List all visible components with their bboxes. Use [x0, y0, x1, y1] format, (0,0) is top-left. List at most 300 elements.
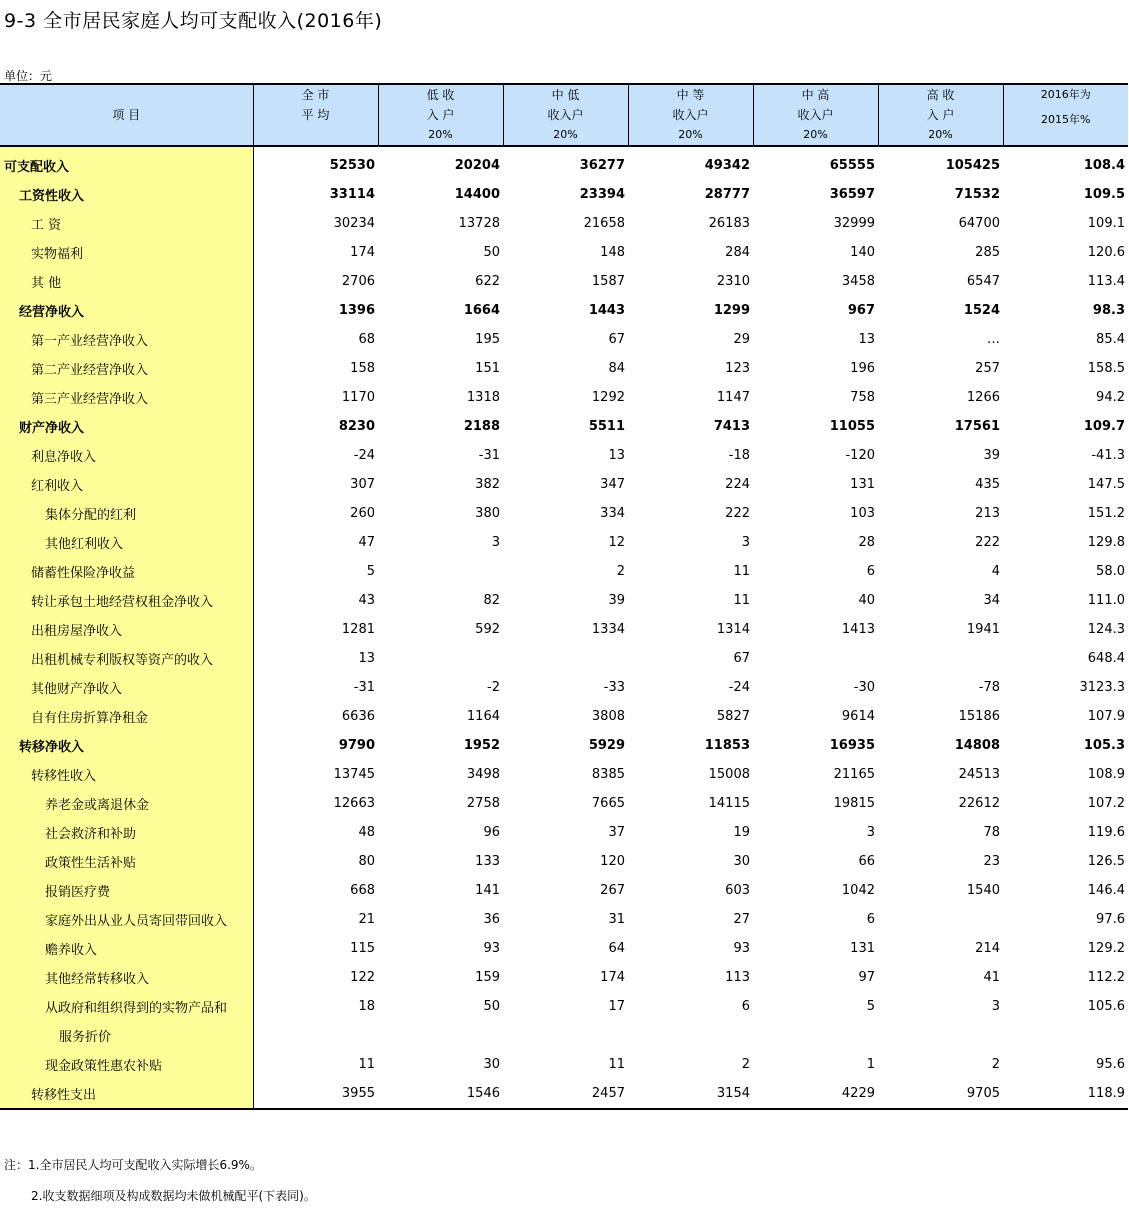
- row-value: 17561: [954, 419, 1000, 434]
- row-label: 经营净收入: [0, 296, 253, 325]
- row-value: 1042: [841, 883, 875, 898]
- row-value: 11853: [704, 738, 750, 753]
- row-value: 96: [483, 825, 500, 840]
- row-value: 7413: [713, 419, 750, 434]
- row-value: 2758: [466, 796, 500, 811]
- table-row: [0, 383, 1128, 412]
- row-value: 158.5: [1087, 361, 1125, 376]
- row-value: 267: [600, 883, 625, 898]
- row-value: 67: [608, 332, 625, 347]
- row-value: 174: [600, 970, 625, 985]
- row-value: 1170: [341, 390, 375, 405]
- row-value: 5: [866, 999, 875, 1014]
- row-value: 58.0: [1096, 564, 1125, 579]
- row-value: 71532: [954, 187, 1000, 202]
- row-value: 14115: [708, 796, 750, 811]
- row-value: 7665: [591, 796, 625, 811]
- row-value: 120: [600, 854, 625, 869]
- header-col-high-income: 高 收 入 户 20%: [878, 84, 1003, 146]
- row-value: 29: [733, 332, 750, 347]
- row-value: 30: [483, 1057, 500, 1072]
- row-label: 其 他: [0, 267, 253, 296]
- row-value: 50: [483, 999, 500, 1014]
- table-row: [0, 876, 1128, 905]
- row-label: 自有住房折算净租金: [0, 702, 253, 731]
- row-value: 15008: [708, 767, 750, 782]
- row-value: -24: [353, 448, 375, 463]
- row-value: 112.2: [1087, 970, 1125, 985]
- row-value: 19: [733, 825, 750, 840]
- row-value: 9705: [878, 1079, 1003, 1109]
- table-row: [0, 528, 1128, 557]
- row-label: 从政府和组织得到的实物产品和: [0, 992, 253, 1021]
- row-label: 服务折价: [0, 1021, 253, 1050]
- row-value: 43: [358, 593, 375, 608]
- row-value: 66: [858, 854, 875, 869]
- row-value: 95.6: [1096, 1057, 1125, 1072]
- row-value: 758: [850, 390, 875, 405]
- row-value: 2: [616, 564, 625, 579]
- row-label: 赡养收入: [0, 934, 253, 963]
- row-value: [253, 1021, 378, 1050]
- row-value: [378, 644, 503, 673]
- row-value: 108.9: [1087, 767, 1125, 782]
- row-value: 126.5: [1087, 854, 1125, 869]
- row-value: 113.4: [1087, 274, 1125, 289]
- row-value: 14808: [954, 738, 1000, 753]
- header-row: [0, 84, 1128, 146]
- row-value: 47: [358, 535, 375, 550]
- row-value: 13: [358, 651, 375, 666]
- row-value: 257: [975, 361, 1000, 376]
- row-value: 148: [600, 245, 625, 260]
- row-value: 32999: [833, 216, 875, 231]
- table-body: [0, 146, 1128, 1109]
- row-value: 93: [733, 941, 750, 956]
- row-value: -41.3: [1091, 448, 1125, 463]
- row-value: 30: [733, 854, 750, 869]
- row-value: 196: [850, 361, 875, 376]
- row-value: [878, 1021, 1003, 1050]
- row-value: 33114: [329, 187, 375, 202]
- row-value: 214: [975, 941, 1000, 956]
- row-value: 14400: [454, 187, 500, 202]
- row-value: [878, 644, 1003, 673]
- row-value: 108.4: [1083, 158, 1125, 173]
- row-value: 603: [725, 883, 750, 898]
- row-value: 52530: [329, 158, 375, 173]
- row-value: [378, 1021, 503, 1050]
- row-label: 第二产业经营净收入: [0, 354, 253, 383]
- row-value: 4: [991, 564, 1000, 579]
- row-value: 151: [475, 361, 500, 376]
- row-value: [503, 1021, 628, 1050]
- row-value: 174: [350, 245, 375, 260]
- row-label: 现金政策性惠农补贴: [0, 1050, 253, 1079]
- row-value: 6636: [341, 709, 375, 724]
- row-value: 13: [858, 332, 875, 347]
- row-label: 第一产业经营净收入: [0, 325, 253, 354]
- footnote-1: 注：1.全市居民人均可支配收入实际增长6.9%。: [4, 1158, 262, 1172]
- row-value: 120.6: [1087, 245, 1125, 260]
- row-value: 97.6: [1096, 912, 1125, 927]
- row-value: 1147: [716, 390, 750, 405]
- row-value: 37: [608, 825, 625, 840]
- row-label: 养老金或离退休金: [0, 789, 253, 818]
- row-value: 67: [733, 651, 750, 666]
- table-row: [0, 557, 1128, 586]
- row-value: 1318: [466, 390, 500, 405]
- table-row: [0, 789, 1128, 818]
- row-value: 11: [608, 1057, 625, 1072]
- row-value: 6: [741, 999, 750, 1014]
- row-value: 17: [608, 999, 625, 1014]
- row-value: -18: [728, 448, 750, 463]
- row-value: 9790: [338, 738, 375, 753]
- row-value: 195: [475, 332, 500, 347]
- table-row: [0, 615, 1128, 644]
- row-value: 1281: [341, 622, 375, 637]
- row-value: 284: [725, 245, 750, 260]
- income-table: [0, 83, 1128, 1110]
- row-value: 48: [358, 825, 375, 840]
- row-value: 1941: [966, 622, 1000, 637]
- row-value: 50: [483, 245, 500, 260]
- row-label: 财产净收入: [0, 412, 253, 441]
- row-value: 68: [358, 332, 375, 347]
- row-value: …: [987, 332, 1000, 347]
- row-value: 122: [350, 970, 375, 985]
- row-value: 105.3: [1083, 738, 1125, 753]
- row-value: 109.5: [1083, 187, 1125, 202]
- row-value: 159: [475, 970, 500, 985]
- row-value: 622: [475, 274, 500, 289]
- row-value: 1952: [463, 738, 500, 753]
- row-value: 64700: [958, 216, 1000, 231]
- row-label: 出租房屋净收入: [0, 615, 253, 644]
- row-value: 131: [850, 477, 875, 492]
- row-value: 9614: [841, 709, 875, 724]
- table-row: [0, 1079, 1128, 1109]
- row-value: 103: [850, 506, 875, 521]
- table-row: [0, 934, 1128, 963]
- row-value: 105425: [945, 158, 1000, 173]
- row-value: 6547: [966, 274, 1000, 289]
- row-value: 1396: [338, 303, 375, 318]
- row-value: 140: [850, 245, 875, 260]
- row-value: 3: [491, 535, 500, 550]
- table-row: [0, 441, 1128, 470]
- row-value: 146.4: [1087, 883, 1125, 898]
- row-value: 592: [475, 622, 500, 637]
- row-value: 3808: [591, 709, 625, 724]
- row-value: 11: [733, 593, 750, 608]
- row-value: 8385: [591, 767, 625, 782]
- row-value: 13745: [333, 767, 375, 782]
- table-row: [0, 296, 1128, 325]
- row-value: 109.7: [1083, 419, 1125, 434]
- row-value: 36: [483, 912, 500, 927]
- row-label: 出租机械专利版权等资产的收入: [0, 644, 253, 673]
- row-value: -31: [478, 448, 500, 463]
- row-value: 36597: [829, 187, 875, 202]
- row-value: 12: [608, 535, 625, 550]
- row-value: 1413: [841, 622, 875, 637]
- row-value: 347: [600, 477, 625, 492]
- table-row: [0, 644, 1128, 673]
- row-label: 转让承包土地经营权租金净收入: [0, 586, 253, 615]
- row-value: -78: [978, 680, 1000, 695]
- row-value: 27: [733, 912, 750, 927]
- row-value: 15186: [958, 709, 1000, 724]
- row-value: 2706: [341, 274, 375, 289]
- row-value: 224: [725, 477, 750, 492]
- row-value: 22612: [958, 796, 1000, 811]
- row-value: 107.2: [1087, 796, 1125, 811]
- row-value: 967: [847, 303, 875, 318]
- table-row: [0, 325, 1128, 354]
- row-value: 435: [975, 477, 1000, 492]
- row-value: 1664: [463, 303, 500, 318]
- row-value: 1: [866, 1057, 875, 1072]
- row-value: 12663: [333, 796, 375, 811]
- header-col-low-income: 低 收 入 户 20%: [378, 84, 503, 146]
- row-value: 3955: [253, 1079, 378, 1109]
- row-value: 18: [358, 999, 375, 1014]
- row-value: 1540: [966, 883, 1000, 898]
- row-value: 1334: [591, 622, 625, 637]
- row-value: 2457: [503, 1079, 628, 1109]
- row-value: 41: [983, 970, 1000, 985]
- row-value: 82: [483, 593, 500, 608]
- row-value: 5929: [588, 738, 625, 753]
- table-row: [0, 992, 1128, 1021]
- row-value: 118.9: [1003, 1079, 1128, 1109]
- row-value: 107.9: [1087, 709, 1125, 724]
- row-value: 80: [358, 854, 375, 869]
- row-value: 2188: [463, 419, 500, 434]
- row-value: 260: [350, 506, 375, 521]
- table-row: [0, 238, 1128, 267]
- row-value: 129.8: [1087, 535, 1125, 550]
- row-value: 2: [741, 1057, 750, 1072]
- row-value: 3498: [466, 767, 500, 782]
- row-value: 19815: [833, 796, 875, 811]
- row-value: 3: [991, 999, 1000, 1014]
- row-value: 5827: [716, 709, 750, 724]
- table-row: [0, 151, 1128, 180]
- row-value: -2: [487, 680, 500, 695]
- row-label: 可支配收入: [0, 151, 253, 180]
- row-label: 报销医疗费: [0, 876, 253, 905]
- row-value: 49342: [704, 158, 750, 173]
- row-value: 8230: [338, 419, 375, 434]
- row-value: 11: [733, 564, 750, 579]
- row-value: 5: [366, 564, 375, 579]
- row-value: 21165: [833, 767, 875, 782]
- table-row: [0, 963, 1128, 992]
- row-value: 382: [475, 477, 500, 492]
- row-value: 20204: [454, 158, 500, 173]
- table-row: [0, 1021, 1128, 1050]
- row-value: 3: [866, 825, 875, 840]
- row-value: 21658: [583, 216, 625, 231]
- row-label: 实物福利: [0, 238, 253, 267]
- row-value: [378, 557, 503, 586]
- row-value: 1164: [466, 709, 500, 724]
- row-value: 28: [858, 535, 875, 550]
- row-value: 64: [608, 941, 625, 956]
- row-value: 1546: [378, 1079, 503, 1109]
- row-value: 222: [975, 535, 1000, 550]
- row-value: 23394: [579, 187, 625, 202]
- row-value: 11055: [829, 419, 875, 434]
- row-value: 109.1: [1087, 216, 1125, 231]
- row-value: 98.3: [1092, 303, 1125, 318]
- row-value: [628, 1021, 753, 1050]
- header-col-growth: 2016年为 2015年%: [1003, 84, 1128, 146]
- row-value: [878, 905, 1003, 934]
- row-value: 1266: [966, 390, 1000, 405]
- row-label: 其他财产净收入: [0, 673, 253, 702]
- row-value: -33: [603, 680, 625, 695]
- row-value: 285: [975, 245, 1000, 260]
- row-label: 工资性收入: [0, 180, 253, 209]
- row-value: 26183: [708, 216, 750, 231]
- row-value: 1299: [713, 303, 750, 318]
- row-value: -30: [853, 680, 875, 695]
- table-row: [0, 209, 1128, 238]
- table-row: [0, 412, 1128, 441]
- row-label: 家庭外出从业人员寄回带回收入: [0, 905, 253, 934]
- row-value: 2310: [716, 274, 750, 289]
- row-label: 社会救济和补助: [0, 818, 253, 847]
- row-value: 93: [483, 941, 500, 956]
- row-value: 30234: [333, 216, 375, 231]
- row-value: 307: [350, 477, 375, 492]
- row-value: 151.2: [1087, 506, 1125, 521]
- row-value: 78: [983, 825, 1000, 840]
- row-value: 3123.3: [1079, 680, 1125, 695]
- row-value: 39: [983, 448, 1000, 463]
- header-col-middle: 中 等 收入户 20%: [628, 84, 753, 146]
- row-label: 其他经常转移收入: [0, 963, 253, 992]
- row-value: [1003, 1021, 1128, 1050]
- row-value: 141: [475, 883, 500, 898]
- row-label: 第三产业经营净收入: [0, 383, 253, 412]
- row-value: 1292: [591, 390, 625, 405]
- table-row: [0, 905, 1128, 934]
- row-value: 84: [608, 361, 625, 376]
- unit-label: 单位：元: [4, 69, 53, 83]
- row-value: 3458: [841, 274, 875, 289]
- table-row: [0, 818, 1128, 847]
- table-row: [0, 673, 1128, 702]
- row-value: 28777: [704, 187, 750, 202]
- footnote-2: 2.收支数据细项及构成数据均未做机械配平(下表同)。: [31, 1189, 316, 1203]
- row-value: 668: [350, 883, 375, 898]
- table-row: [0, 470, 1128, 499]
- row-value: 16935: [829, 738, 875, 753]
- row-label: 红利收入: [0, 470, 253, 499]
- row-value: 222: [725, 506, 750, 521]
- row-value: 3: [741, 535, 750, 550]
- row-value: 23: [983, 854, 1000, 869]
- row-label: 其他红利收入: [0, 528, 253, 557]
- row-value: 21: [358, 912, 375, 927]
- row-value: 2: [991, 1057, 1000, 1072]
- row-value: 648.4: [1087, 651, 1125, 666]
- table-row: [0, 760, 1128, 789]
- row-value: 1524: [963, 303, 1000, 318]
- header-col-lower-middle: 中 低 收入户 20%: [503, 84, 628, 146]
- row-value: 1314: [716, 622, 750, 637]
- row-value: -31: [353, 680, 375, 695]
- table-row: [0, 702, 1128, 731]
- table-row: [0, 847, 1128, 876]
- row-value: 97: [858, 970, 875, 985]
- row-value: 85.4: [1096, 332, 1125, 347]
- row-value: 6: [866, 564, 875, 579]
- row-value: 129.2: [1087, 941, 1125, 956]
- row-label: 工 资: [0, 209, 253, 238]
- row-value: 3154: [628, 1079, 753, 1109]
- table-row: [0, 180, 1128, 209]
- row-value: 31: [608, 912, 625, 927]
- table-title: 9-3 全市居民家庭人均可支配收入(2016年): [4, 10, 383, 32]
- row-value: 115: [350, 941, 375, 956]
- table-row: [0, 586, 1128, 615]
- row-label: 转移性支出: [0, 1079, 253, 1109]
- row-value: [753, 1021, 878, 1050]
- row-value: 13728: [458, 216, 500, 231]
- table-row: [0, 267, 1128, 296]
- row-value: 158: [350, 361, 375, 376]
- row-value: 13: [608, 448, 625, 463]
- header-col-upper-middle: 中 高 收入户 20%: [753, 84, 878, 146]
- row-value: 123: [725, 361, 750, 376]
- row-value: -120: [845, 448, 875, 463]
- row-value: 6: [866, 912, 875, 927]
- row-value: -24: [728, 680, 750, 695]
- row-label: 转移性收入: [0, 760, 253, 789]
- table-row: [0, 1050, 1128, 1079]
- header-item: 项 目: [0, 84, 253, 146]
- row-value: [503, 644, 628, 673]
- row-label: 集体分配的红利: [0, 499, 253, 528]
- row-value: 39: [608, 593, 625, 608]
- row-value: 94.2: [1096, 390, 1125, 405]
- table-row: [0, 499, 1128, 528]
- row-value: 131: [850, 941, 875, 956]
- row-value: [753, 644, 878, 673]
- row-label: 转移净收入: [0, 731, 253, 760]
- header-col-average: 全 市 平 均: [253, 84, 378, 146]
- row-value: 105.6: [1087, 999, 1125, 1014]
- row-value: 1443: [588, 303, 625, 318]
- row-value: 380: [475, 506, 500, 521]
- row-label: 利息净收入: [0, 441, 253, 470]
- row-value: 65555: [829, 158, 875, 173]
- row-value: 11: [358, 1057, 375, 1072]
- row-label: 储蓄性保险净收益: [0, 557, 253, 586]
- row-value: 119.6: [1087, 825, 1125, 840]
- table-row: [0, 731, 1128, 760]
- row-value: 5511: [588, 419, 625, 434]
- row-value: 24513: [958, 767, 1000, 782]
- row-label: 政策性生活补贴: [0, 847, 253, 876]
- row-value: 334: [600, 506, 625, 521]
